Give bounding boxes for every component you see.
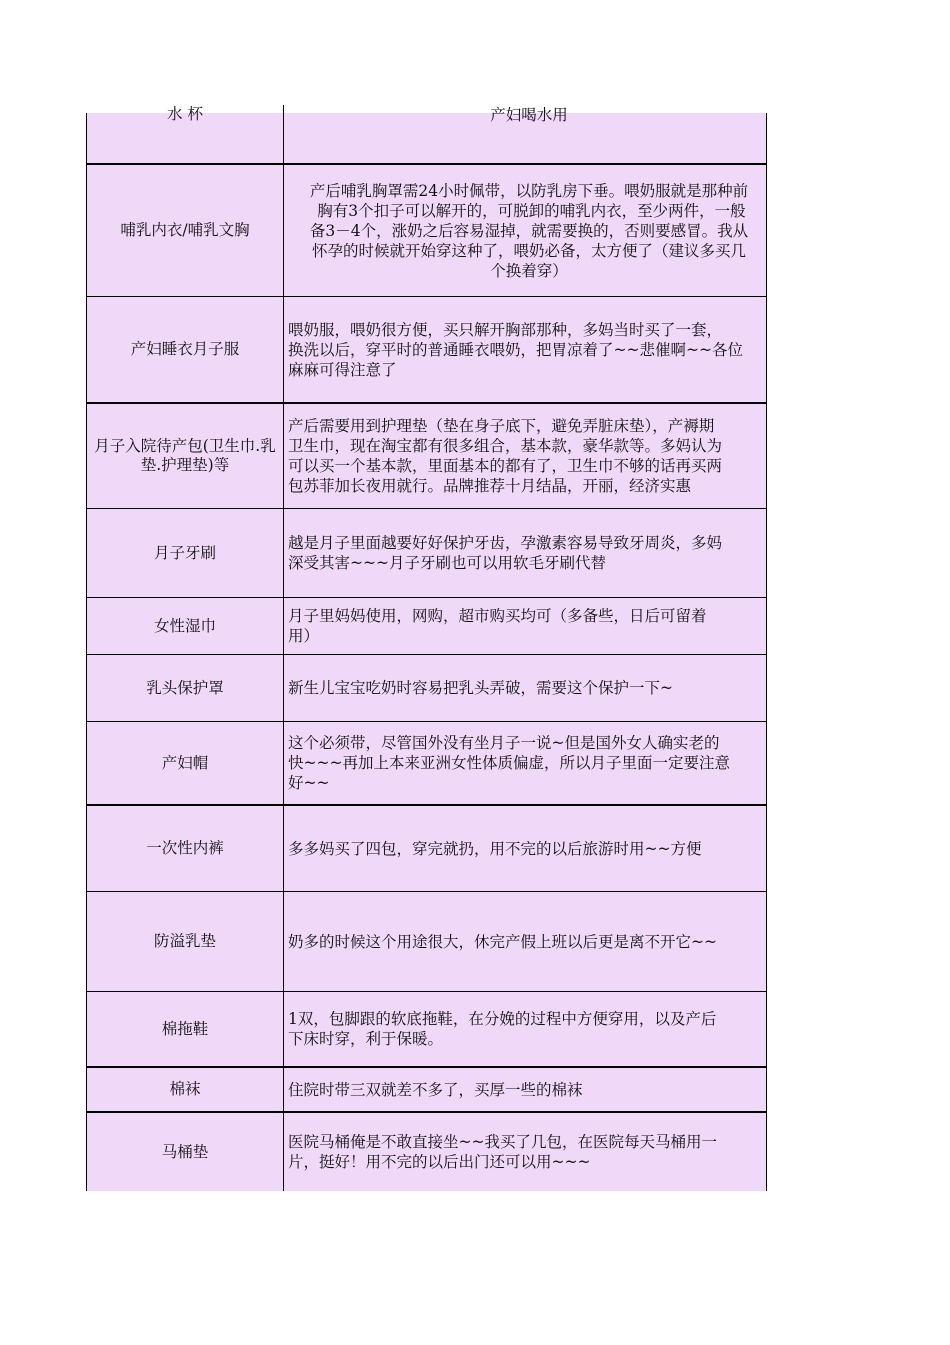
item-use-cell: 产后需要用到护理垫（垫在身子底下，避免弄脏床垫），产褥期 卫生巾，现在淘宝都有很多组合，基本款，豪华款等。多妈认为 可以买一个基本款，里面基本的都有了，卫生巾不够的话再买两 包苏菲加长夜用就行。品牌推荐十月结晶，开丽，经济实惠: [288, 417, 723, 495]
item-use-cell: 产后哺乳胸罩需24小时佩带，以防乳房下垂。喂奶服就是那种前 胸有3个扣子可以解开的，可脱卸的哺乳内衣，至少两件，一般 备3－4个，涨奶之后容易湿掉，就需要换的，否则要感冒。我从 怀孕的时候就开始穿这种了，喂奶必备，太方便了（建议多买几 个换着穿）: [309, 181, 749, 280]
table-row: [87, 509, 766, 598]
item-use-cell: 月子里妈妈使用，网购，超市购买均可（多备些，日后可留着 用）: [288, 607, 707, 645]
item-name-cell: 女性湿巾: [87, 598, 284, 654]
item-use-cell: 越是月子里面越要好好保护牙齿，孕激素容易导致牙周炎，多妈 深受其害~~~月子牙刷也可以用软毛牙刷代替: [288, 534, 723, 572]
item-use-cell: 1双，包脚跟的软底拖鞋，在分娩的过程中方便穿用，以及产后 下床时穿，利于保暖。: [288, 1010, 717, 1048]
item-use-cell: 多多妈买了四包，穿完就扔，用不完的以后旅游时用~~方便: [288, 839, 702, 858]
item-name-cell: 防溢乳垫: [87, 892, 284, 991]
table-row: [87, 1113, 766, 1191]
item-name-cell: 月子牙刷: [87, 509, 284, 597]
item-name-cell: 乳头保护罩: [87, 655, 284, 721]
table-row: [87, 806, 766, 892]
item-name-cell: 水 杯: [87, 105, 284, 163]
item-name-cell: 棉拖鞋: [87, 992, 284, 1066]
table-row: [87, 297, 766, 404]
table-row: [87, 1068, 766, 1113]
table-row: [87, 105, 766, 165]
item-name-cell: 产妇睡衣月子服: [87, 297, 284, 402]
item-use-cell: 奶多的时候这个用途很大，休完产假上班以后更是离不开它~~: [288, 932, 717, 951]
item-name-cell: 棉袜: [87, 1068, 284, 1111]
table-row: [87, 992, 766, 1068]
item-name-cell: 产妇帽: [87, 722, 284, 804]
table-row: [87, 165, 766, 297]
item-table: [86, 105, 767, 1191]
item-use-cell: 产妇喝水用: [490, 106, 568, 124]
item-name-cell: 马桶垫: [87, 1113, 284, 1191]
table-row: [87, 722, 766, 806]
item-use-cell: 新生儿宝宝吃奶时容易把乳头弄破，需要这个保护一下~: [288, 679, 673, 697]
table-row: [87, 655, 766, 722]
item-name-cell: 一次性内裤: [87, 806, 284, 891]
item-use-cell: 这个必须带，尽管国外没有坐月子一说~但是国外女人确实老的 快~~~再加上本来亚洲女性体质偏虚，所以月子里面一定要注意 好~~: [288, 734, 730, 792]
item-use-cell: 医院马桶俺是不敢直接坐~~我买了几包，在医院每天马桶用一 片，挺好！用不完的以后出门还可以用~~~: [288, 1133, 717, 1171]
table-row: [87, 404, 766, 509]
item-use-cell: 喂奶服，喂奶很方便，买只解开胸部那种，多妈当时买了一套， 换洗以后，穿平时的普通睡衣喂奶，把胃凉着了~~悲催啊~~各位 麻麻可得注意了: [288, 320, 743, 379]
item-use-cell: 住院时带三双就差不多了，买厚一些的棉袜: [288, 1080, 583, 1099]
item-name-cell: 哺乳内衣/哺乳文胸: [87, 165, 284, 296]
table-row: [87, 892, 766, 992]
item-name-cell: 月子入院待产包(卫生巾.乳垫.护理垫)等: [87, 404, 284, 508]
table-row: [87, 598, 766, 655]
